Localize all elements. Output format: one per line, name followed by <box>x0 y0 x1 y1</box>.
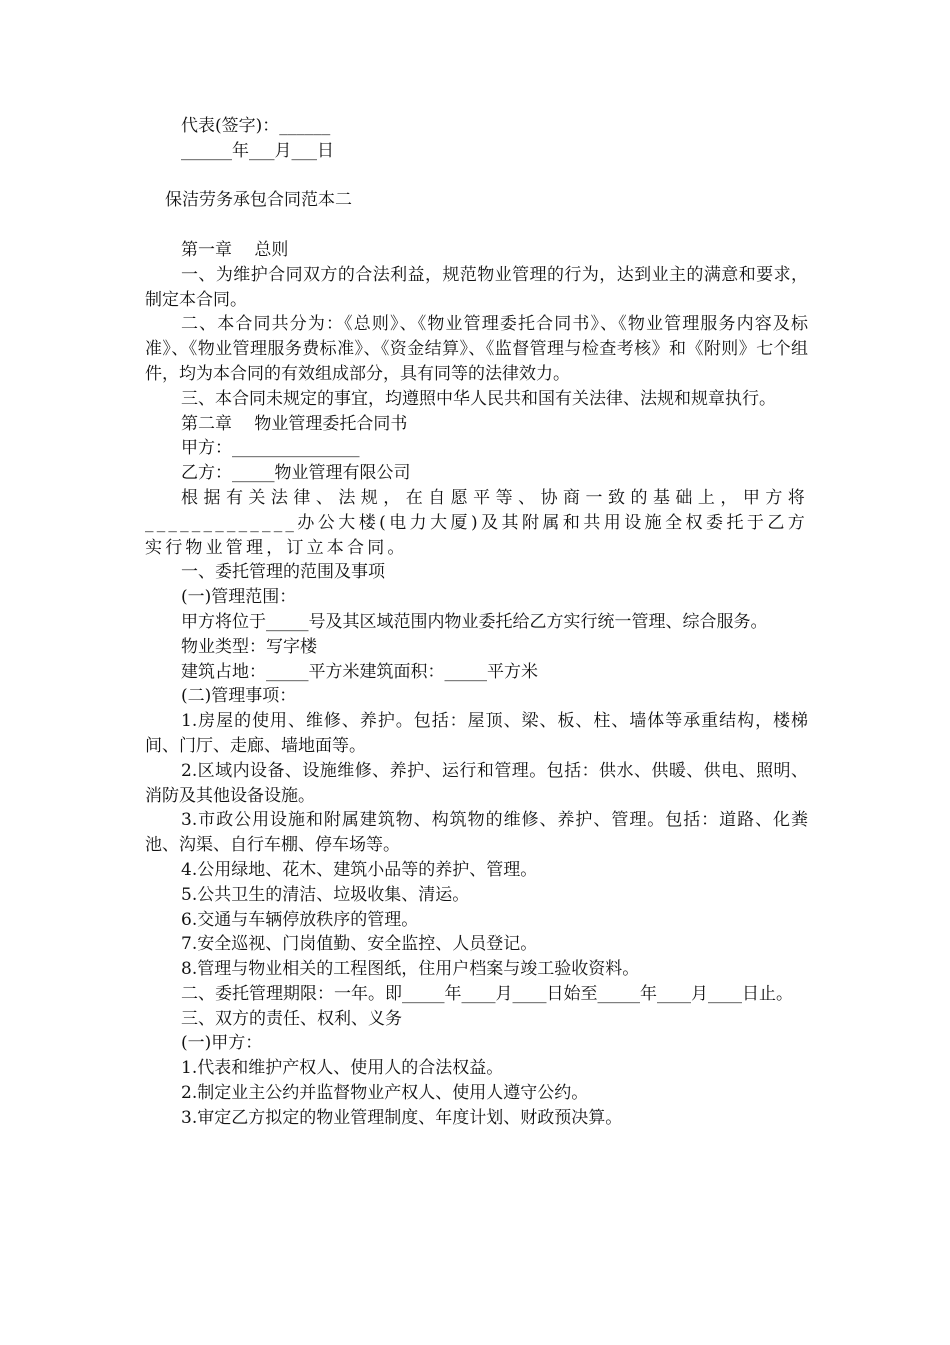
list-item: 2.区域内设备、设施维修、养护、运行和管理。包括：供水、供暖、供电、照明、消防及其他设备设施。 <box>145 760 808 806</box>
list-item: 4.公用绿地、花木、建筑小品等的养护、管理。 <box>181 859 538 880</box>
subsection-heading: (二)管理事项： <box>181 686 297 707</box>
signature-line: 代表(签字)：______ <box>181 116 331 136</box>
spacer <box>145 213 808 238</box>
list-item: 2.制定业主公约并监督物业产权人、使用人遵守公约。 <box>181 1083 589 1104</box>
spacer <box>145 164 808 189</box>
chapter-heading: 第二章 物业管理委托合同书 <box>181 413 408 434</box>
document-title: 保洁劳务承包合同范本二 <box>165 190 352 211</box>
subsection-heading: (一)管理范围： <box>181 587 297 608</box>
paragraph: 甲方将位于_____号及其区域范围内物业委托给乙方实行统一管理、综合服务。 <box>181 611 768 632</box>
paragraph: 建筑占地：_____平方米建筑面积：_____平方米 <box>181 661 538 682</box>
list-item: 6.交通与车辆停放秩序的管理。 <box>181 909 419 930</box>
list-item: 7.安全巡视、门岗值勤、安全监控、人员登记。 <box>181 934 538 955</box>
party-b-line: 乙方：_____物业管理有限公司 <box>181 463 411 484</box>
document-page <box>145 114 808 1131</box>
paragraph: 物业类型：写字楼 <box>181 636 317 657</box>
list-item: 8.管理与物业相关的工程图纸，住用户档案与竣工验收资料。 <box>181 959 640 980</box>
paragraph: 根据有关法律、法规，在自愿平等、协商一致的基础上，甲方将_____________办公大楼(电力大厦)及其附属和共用设施全权委托于乙方实行物业管理，订立本合同。 <box>145 487 808 558</box>
list-item: 3.市政公用设施和附属建筑物、构筑物的维修、养护、管理。包括：道路、化粪池、沟渠、自行车棚、停车场等。 <box>145 810 808 856</box>
paragraph: 三、本合同未规定的事宜，均遵照中华人民共和国有关法律、法规和规章执行。 <box>181 388 776 409</box>
list-item: 1.代表和维护产权人、使用人的合法权益。 <box>181 1058 504 1079</box>
list-item: 1.房屋的使用、维修、养护。包括：屋顶、梁、板、柱、墙体等承重结构，楼梯间、门厅、走廊、墙地面等。 <box>145 711 808 756</box>
date-line: ______年___月___日 <box>181 140 334 161</box>
section-heading: 三、双方的责任、权利、义务 <box>181 1008 402 1029</box>
paragraph: 二、本合同共分为：《总则》、《物业管理委托合同书》、《物业管理服务内容及标准》、《物业管理服务费标准》、《资金结算》、《监督管理与检查考核》和《附则》七个组件，均为本合同的有效组成部分，具有同等的法律效力。 <box>145 314 808 384</box>
party-a-line: 甲方：_______________ <box>181 438 360 459</box>
chapter-heading: 第一章 总则 <box>181 239 289 260</box>
list-item: 5.公共卫生的清洁、垃圾收集、清运。 <box>181 884 470 905</box>
section-heading: 一、委托管理的范围及事项 <box>181 562 385 583</box>
paragraph: 一、为维护合同双方的合法利益，规范物业管理的行为，达到业主的满意和要求，制定本合同。 <box>145 264 808 310</box>
subsection-heading: (一)甲方： <box>181 1033 263 1054</box>
list-item: 3.审定乙方拟定的物业管理制度、年度计划、财政预决算。 <box>181 1107 623 1128</box>
section-heading: 二、委托管理期限：一年。即_____年____月____日始至_____年____月____日止。 <box>181 983 793 1004</box>
